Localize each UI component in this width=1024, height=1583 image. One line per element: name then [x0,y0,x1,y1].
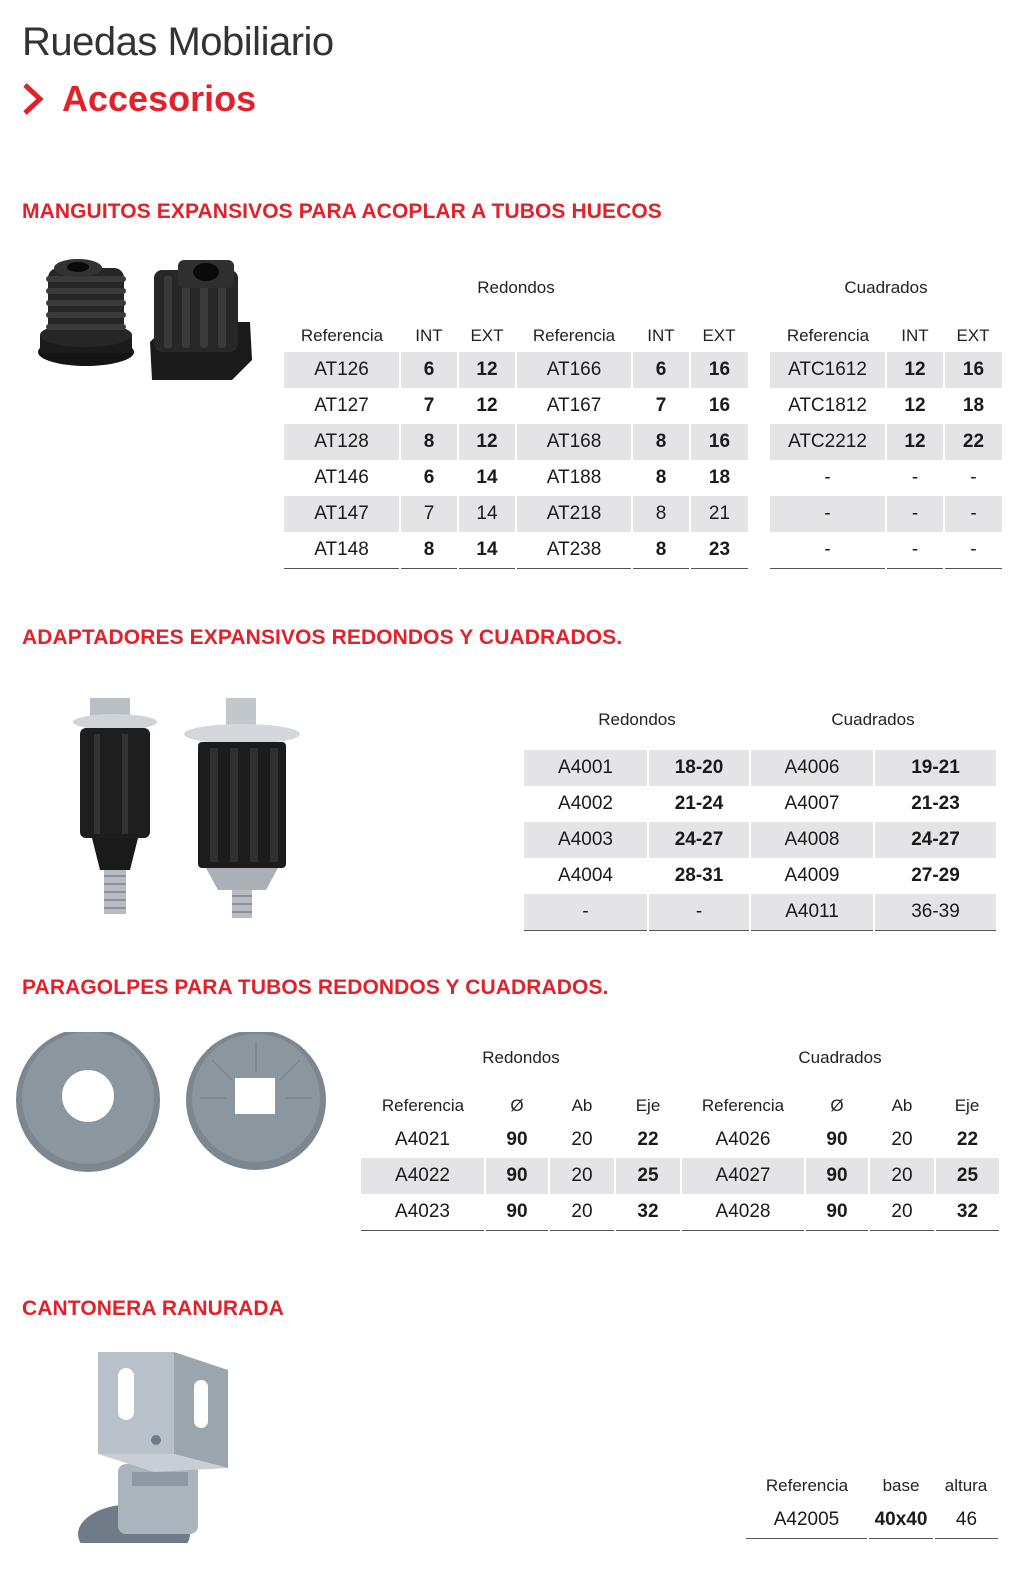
cell: 8 [632,496,690,532]
paragolpes-product-image [14,1032,330,1172]
cell: - [648,894,750,931]
group-label-redondos-2: Redondos [598,710,676,729]
cell: 18 [944,388,1002,424]
col-header: altura [944,1476,988,1495]
cell: A4001 [524,750,648,786]
cell: 32 [615,1194,681,1231]
cell: - [886,496,944,532]
table-header-row [361,1090,999,1122]
col-header: Ab [891,1096,913,1115]
cell: 14 [458,496,516,532]
cantonera-product-image [74,1344,254,1543]
cell: 20 [869,1194,935,1231]
cell: 25 [935,1158,999,1194]
cantonera-table [746,1470,998,1539]
section-title-cantonera: CANTONERA RANURADA [22,1297,284,1320]
cell: 14 [458,532,516,569]
table-row [284,460,748,496]
cell: A4026 [681,1122,805,1158]
group-label-cuadrados-1: Cuadrados [844,278,928,297]
cell: - [770,496,886,532]
cell: 6 [632,352,690,388]
cell: 20 [549,1194,615,1231]
cell: ATC2212 [770,424,886,460]
cell: 7 [400,496,458,532]
cell: A4023 [361,1194,485,1231]
cell: 22 [935,1122,999,1158]
col-header: Referencia [701,1096,785,1115]
cell: 20 [549,1158,615,1194]
col-header: Referencia [532,326,616,345]
cell: 90 [485,1122,549,1158]
cell: AT218 [516,496,632,532]
group-label-cuadrados-2: Cuadrados [831,710,915,729]
cell: 21-24 [648,786,750,822]
cell: 19-21 [874,750,996,786]
col-header: Referencia [765,1476,849,1495]
cell: A4028 [681,1194,805,1231]
table-row [770,388,1002,424]
cell: A4021 [395,1129,450,1150]
cell: A4006 [750,750,874,786]
cell: - [944,496,1002,532]
adaptadores-product-image [70,694,310,926]
col-header: Eje [954,1096,980,1115]
table-row [770,532,1002,569]
col-header: base [882,1476,920,1495]
cell: A42005 [746,1502,868,1539]
cell: A4027 [681,1158,805,1194]
cell: 16 [690,352,748,388]
cell: AT127 [314,395,369,416]
cell: 90 [805,1158,869,1194]
table-row [284,388,748,424]
cell: A4007 [750,786,874,822]
subtitle-text: Accesorios [62,78,257,119]
table-row [770,496,1002,532]
cell: AT168 [516,424,632,460]
cell: - [944,532,1002,569]
cell: 46 [934,1502,998,1539]
table-row [524,750,996,786]
cell: 32 [935,1194,999,1231]
cell: 7 [632,388,690,424]
cell: A4011 [750,894,874,931]
cell: 21 [690,496,748,532]
table-header-row [284,320,748,352]
page-subtitle [22,78,256,120]
cell: ATC1612 [770,352,886,388]
cell: - [944,460,1002,496]
section-title-paragolpes: PARAGOLPES PARA TUBOS REDONDOS Y CUADRADOS. [22,976,609,999]
manguitos-redondos-table [284,320,748,569]
cell: 8 [632,532,690,569]
cell: 36-39 [874,894,996,931]
cell: ATC1812 [788,395,867,416]
group-label-redondos-1: Redondos [477,278,555,297]
manguitos-cuadrados-table [770,320,1002,569]
cell: A4004 [558,865,613,886]
cell: 12 [458,424,516,460]
cell: 20 [869,1158,935,1194]
cell: 12 [458,352,516,388]
cell: 23 [690,532,748,569]
cell: 24-27 [648,822,750,858]
col-header: Ab [571,1096,593,1115]
table-row [524,858,996,894]
table-row [284,352,748,388]
cell: 20 [549,1122,615,1158]
cell: 24-27 [874,822,996,858]
col-header: INT [647,326,675,345]
table-row [361,1194,999,1231]
cell: 6 [400,352,458,388]
cell: AT167 [516,388,632,424]
cell: 16 [690,424,748,460]
cell: 18 [690,460,748,496]
table-row [361,1158,999,1194]
cell: - [824,467,831,488]
cell: 90 [485,1194,549,1231]
cell: A4002 [558,793,613,814]
cell: 18-20 [648,750,750,786]
table-row [770,424,1002,460]
cell: 12 [458,388,516,424]
col-header: Eje [635,1096,661,1115]
cell: - [770,532,886,569]
table-row [361,1122,999,1158]
table-row [284,532,748,569]
col-header: Ø [510,1096,524,1115]
cell: AT126 [284,352,400,388]
col-header: INT [415,326,443,345]
cell: 16 [944,352,1002,388]
col-header: Referencia [300,326,384,345]
cell: - [524,894,648,931]
cell: AT148 [284,532,400,569]
cell: 6 [400,460,458,496]
table-header-row [770,320,1002,352]
cell: 12 [886,352,944,388]
group-label-cuadrados-3: Cuadrados [798,1048,882,1067]
cell: AT238 [516,532,632,569]
cell: 90 [805,1194,869,1231]
page-title: Ruedas Mobiliario [22,20,334,64]
col-header: Referencia [786,326,870,345]
cell: AT146 [314,467,369,488]
cell: 90 [805,1122,869,1158]
col-header: INT [901,326,929,345]
table-row [284,496,748,532]
cell: 8 [400,532,458,569]
cell: 25 [615,1158,681,1194]
cell: 12 [886,424,944,460]
cell: 14 [458,460,516,496]
section-title-adaptadores: ADAPTADORES EXPANSIVOS REDONDOS Y CUADRADOS. [22,626,623,649]
cell: AT128 [284,424,400,460]
cell: 8 [632,424,690,460]
cell: 7 [400,388,458,424]
cell: A4008 [750,822,874,858]
paragolpes-table [361,1090,999,1231]
col-header: Referencia [381,1096,465,1115]
cell: 16 [690,388,748,424]
cell: - [886,532,944,569]
cell: 8 [632,460,690,496]
cell: 20 [869,1122,935,1158]
col-header: EXT [702,326,736,345]
cell: - [886,460,944,496]
table-row [524,786,996,822]
cell: 12 [886,388,944,424]
cell: 22 [615,1122,681,1158]
cell: 28-31 [648,858,750,894]
table-row [770,352,1002,388]
cell: 90 [485,1158,549,1194]
section-title-manguitos: MANGUITOS EXPANSIVOS PARA ACOPLAR A TUBOS HUECOS [22,200,662,223]
table-row [524,894,996,931]
cell: AT166 [516,352,632,388]
chevron-right-icon [22,82,44,116]
cell: 21-23 [874,786,996,822]
cell: 40x40 [868,1502,934,1539]
table-row [284,424,748,460]
cell: AT188 [516,460,632,496]
col-header: Ø [830,1096,844,1115]
table-row [524,822,996,858]
cell: 27-29 [874,858,996,894]
cell: 8 [400,424,458,460]
table-row [746,1502,998,1539]
cell: A4022 [361,1158,485,1194]
col-header: EXT [956,326,990,345]
table-row [770,460,1002,496]
cell: 22 [944,424,1002,460]
manguitos-product-image [18,250,258,390]
table-header-row [746,1470,998,1502]
col-header: EXT [470,326,504,345]
adaptadores-table [524,750,996,931]
cell: AT147 [284,496,400,532]
group-label-redondos-3: Redondos [482,1048,560,1067]
cell: A4009 [750,858,874,894]
cell: A4003 [524,822,648,858]
